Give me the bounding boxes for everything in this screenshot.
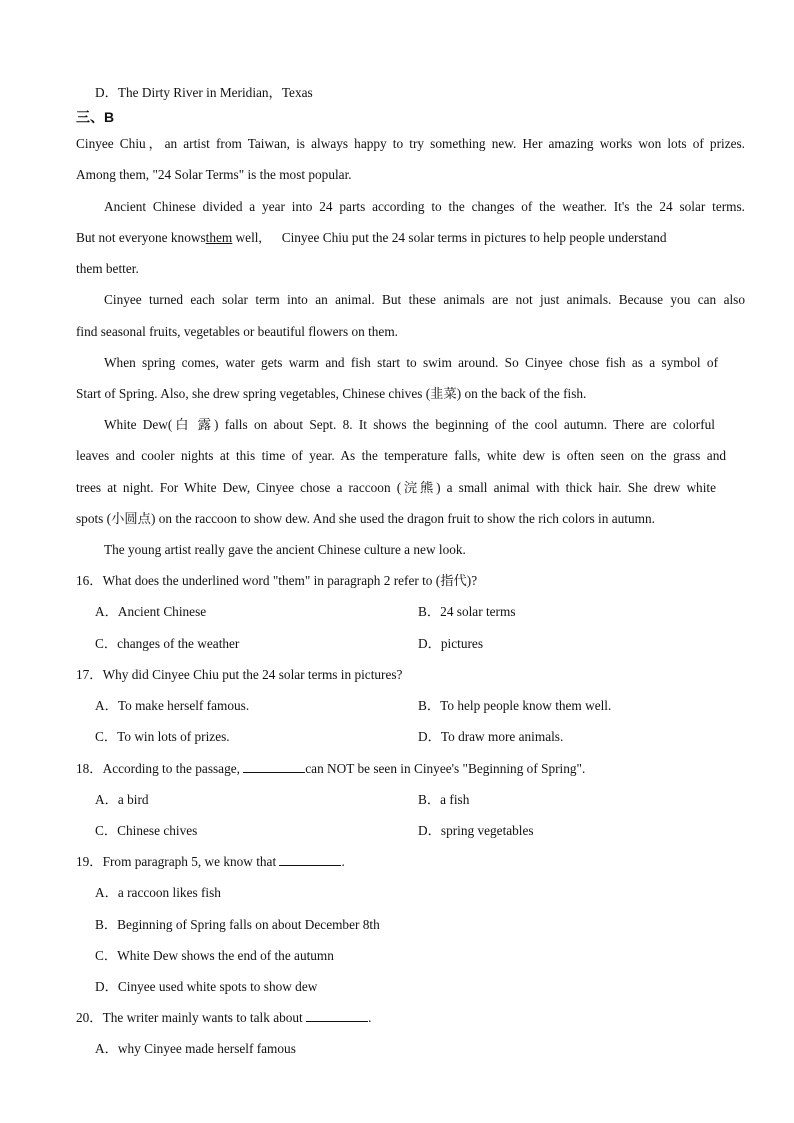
question-19-option-c: C．White Dew shows the end of the autumn: [95, 948, 334, 963]
question-18-option-d: D．spring vegetables: [418, 823, 534, 838]
answer-blank: [279, 853, 341, 866]
passage-p3-line1: Cinyee turned each solar term into an animal. But these animals are not just animals. Because you can also: [104, 292, 745, 307]
question-20-stem-pre: 20．The writer mainly wants to talk about: [76, 1010, 307, 1025]
answer-blank: [243, 760, 305, 773]
passage-p5-line4: spots (小圆点) on the raccoon to show dew. And she used the dragon fruit to show the rich colors in autumn.: [76, 511, 655, 526]
question-19-option-a: A．a raccoon likes fish: [95, 885, 221, 900]
passage-p2-line3: them better.: [76, 261, 139, 276]
question-18-stem: [76, 760, 585, 778]
passage-p4-line1: When spring comes, water gets warm and fish start to swim around. So Cinyee chose fish as a symbol of: [104, 355, 718, 370]
passage-p5-line2: leaves and cooler nights at this time of year. As the temperature falls, white dew is often seen on the grass and: [76, 448, 726, 463]
passage-p2-line1: Ancient Chinese divided a year into 24 parts according to the changes of the weather. It's the 24 solar terms.: [104, 199, 745, 214]
question-17-option-b: B．To help people know them well.: [418, 698, 612, 713]
passage-p2-line2-post: well, Cinyee Chiu put the 24 solar terms in pictures to help people understand: [232, 230, 667, 245]
question-18-option-a: A．a bird: [95, 792, 149, 807]
question-16-option-b: B．24 solar terms: [418, 604, 516, 619]
question-20-stem-post: .: [368, 1010, 372, 1025]
passage-p2-line2-pre: But not everyone knows: [76, 230, 206, 245]
passage-p1-line1: Cinyee Chiu，an artist from Taiwan, is always happy to try something new. Her amazing works won lots of prizes.: [76, 136, 745, 151]
question-20-option-a: A．why Cinyee made herself famous: [95, 1041, 296, 1056]
question-16-stem: 16．What does the underlined word "them" in paragraph 2 refer to (指代)?: [76, 573, 478, 588]
previous-question-option-d: D．The Dirty River in Meridian，Texas: [95, 85, 313, 100]
question-18-option-b: B．a fish: [418, 792, 470, 807]
question-17-option-d: D．To draw more animals.: [418, 729, 564, 744]
question-16-option-d: D．pictures: [418, 636, 483, 651]
question-19-stem-post: .: [341, 854, 345, 869]
question-17-option-a: A．To make herself famous.: [95, 698, 250, 713]
question-19-stem-pre: 19．From paragraph 5, we know that: [76, 854, 280, 869]
question-16-option-c: C．changes of the weather: [95, 636, 240, 651]
question-19-option-d: D．Cinyee used white spots to show dew: [95, 979, 318, 994]
question-17-stem: 17．Why did Cinyee Chiu put the 24 solar terms in pictures?: [76, 667, 403, 682]
passage-p6-line1: The young artist really gave the ancient Chinese culture a new look.: [104, 542, 466, 557]
question-18-stem-pre: 18．According to the passage,: [76, 761, 244, 776]
passage-p3-line2: find seasonal fruits, vegetables or beautiful flowers on them.: [76, 324, 398, 339]
question-18-stem-post: can NOT be seen in Cinyee's "Beginning of Spring".: [305, 761, 586, 776]
passage-p1-line2: Among them, "24 Solar Terms" is the most popular.: [76, 167, 352, 182]
passage-p5-line3: trees at night. For White Dew, Cinyee chose a raccoon (浣熊) a small animal with thick hair. She drew white: [76, 480, 716, 495]
question-19-option-b: B．Beginning of Spring falls on about December 8th: [95, 917, 380, 932]
passage-p4-line2: Start of Spring. Also, she drew spring vegetables, Chinese chives (韭菜) on the back of the fish.: [76, 386, 587, 401]
question-19-stem: [76, 853, 345, 871]
answer-blank: [306, 1009, 368, 1022]
section-heading: 三、B: [76, 109, 115, 125]
question-17-option-c: C．To win lots of prizes.: [95, 729, 230, 744]
question-16-option-a: A．Ancient Chinese: [95, 604, 207, 619]
question-18-option-c: C．Chinese chives: [95, 823, 198, 838]
passage-p2-line2: [76, 229, 667, 247]
passage-p5-line1: White Dew(白 露) falls on about Sept. 8. It shows the beginning of the cool autumn. There are colorful: [104, 417, 715, 432]
underlined-word-them: them: [205, 230, 233, 245]
question-20-stem: [76, 1009, 371, 1027]
